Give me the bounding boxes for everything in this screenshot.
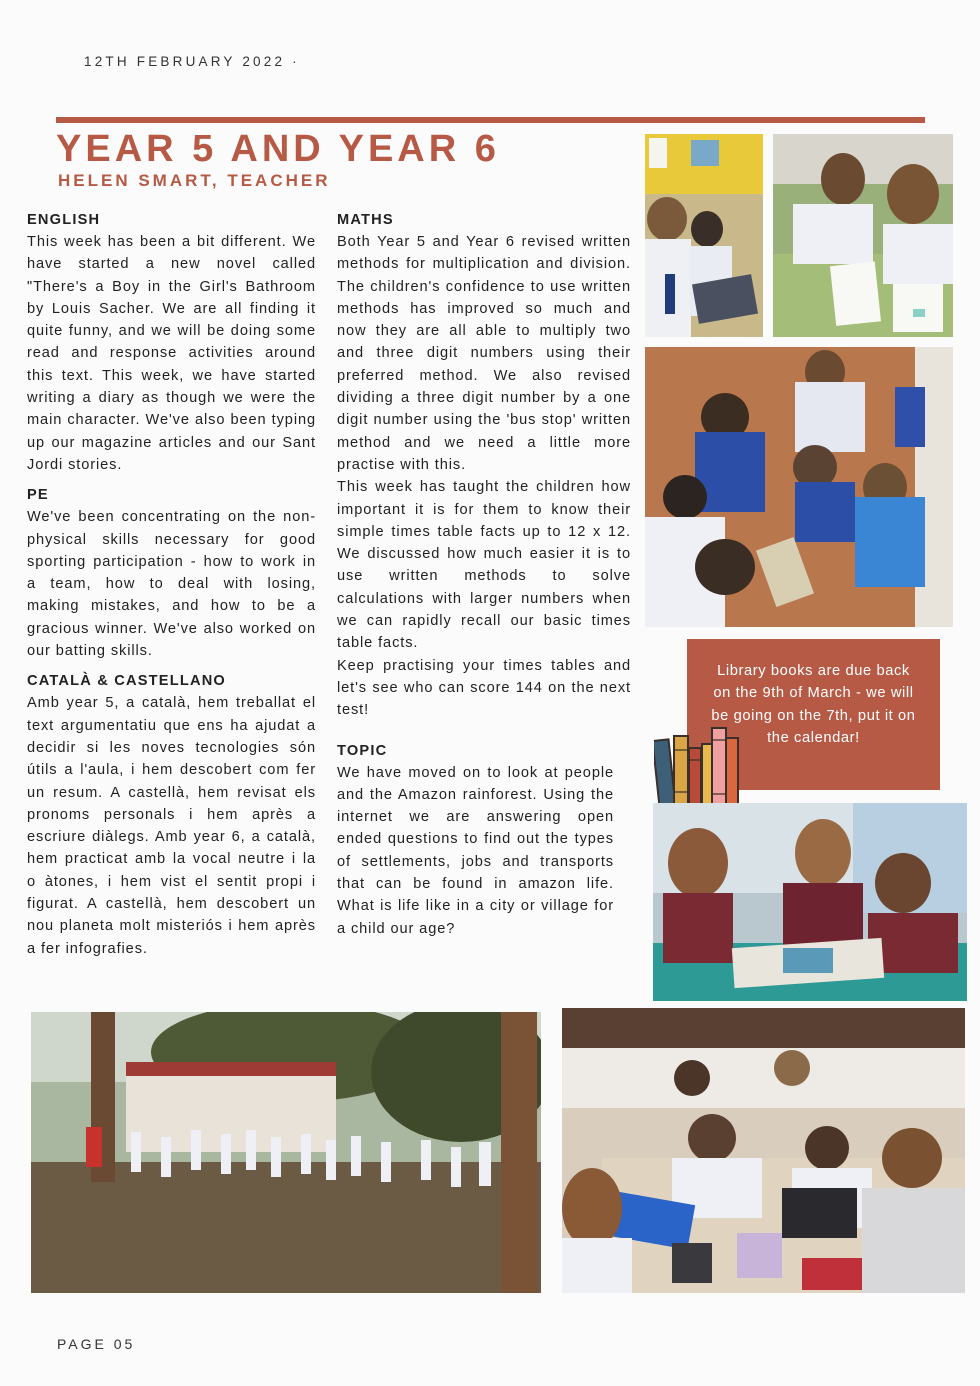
page-number: PAGE 05 (57, 1336, 136, 1352)
photo-worksheets (773, 134, 953, 337)
page-title: YEAR 5 AND YEAR 6 (56, 128, 500, 170)
teacher-name: HELEN SMART, TEACHER (58, 171, 331, 190)
photo-classroom-laptops (562, 1008, 965, 1293)
pe-body: We've been concentrating on the non-physical skills necessary for good sporting participation - how to work in a team, how to deal with losing, making mistakes, and how to be a gracious winner. We've also worked on our batting skills. (27, 509, 316, 660)
catala-body: Amb year 5, a català, hem treballat el text argumentatiu que ens ha ajudat a decidir si les noves tecnologies són útils a l'aula, i hem descobert com fer un resum. A castellà, hem revisat els pronoms personals i hem après a escriure diàlegs. Amb year 6, a català, hem practicat amb la vocal neutre i la o àtones, i hem vist el sentit propi i figurat. A castellà, hem descobert un nou planeta molt misteriós i hem après a fer infografies. (27, 695, 316, 957)
maths-paragraph-2: This week has taught the children how important it is for them to know their simple times table facts up to 12 x 12. We discussed how much easier it is to use written methods to solve calculations with larger numbers when we can rapidly recall our basic times table facts. (337, 479, 631, 652)
issue-date: 12TH FEBRUARY 2022 · (84, 54, 300, 69)
english-body: This week has been a bit different. We have started a new novel called "There's a Boy in the Girl's Bathroom by Louis Sacher. We are all finding it quite funny, and we will be doing some read and response activities around this text. This week, we have started writing a diary as though we were the main character. We've also been typing up our magazine articles and our Sant Jordi stories. (27, 234, 316, 473)
pe-heading: PE (27, 487, 49, 504)
maths-paragraph-1: Both Year 5 and Year 6 revised written methods for multiplication and division. The children's confidence to use written methods has improved so much and now they are all able to multiply two and three digit numbers using their preferred method. We also revised dividing a three digit number by a one digit number using the 'bus stop' written method and we need a little more practise with this. (337, 234, 631, 473)
topic-heading: TOPIC (337, 742, 388, 759)
library-notice: Library books are due back on the 9th of March - we will be going on the 7th, put it on the calendar! (687, 639, 940, 790)
middle-column (337, 209, 631, 940)
books-icon (654, 726, 740, 810)
english-heading: ENGLISH (27, 212, 101, 228)
photo-floor-group (645, 347, 953, 627)
maths-heading: MATHS (337, 212, 394, 228)
photo-classroom-tablet (645, 134, 763, 337)
maths-paragraph-3: Keep practising your times tables and let's see who can score 144 on the next test! (337, 657, 631, 719)
photo-reading-atlas (653, 803, 967, 1001)
left-column (27, 209, 316, 960)
photo-outdoor-dance (31, 1012, 541, 1293)
catala-heading: CATALÀ & CASTELLANO (27, 673, 226, 690)
topic-body: We have moved on to look at people and the Amazon rainforest. Using the internet we are answering open ended questions to find out the types of settlements, jobs and transports that can be found in amazon life. What is life like in a city or village for a child our age? (337, 764, 614, 937)
header-rule (56, 117, 925, 123)
